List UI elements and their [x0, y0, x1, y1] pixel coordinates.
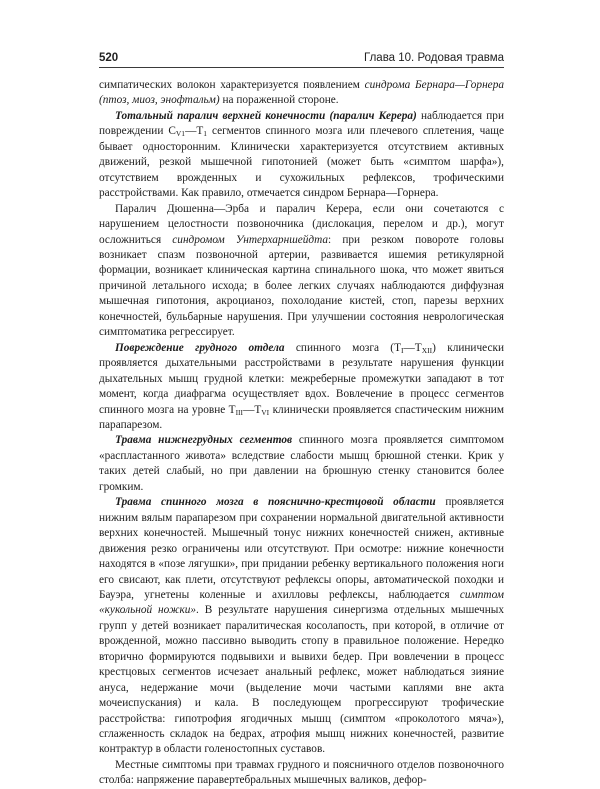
italic-term: синдрома Бернара—Горнера (птоз, миоз, энофтальм) [99, 79, 504, 107]
bold-italic-term: Травма нижнегрудных сегментов [115, 434, 293, 447]
bold-italic-term: Повреждение грудного отдела [115, 341, 285, 354]
paragraph-lower-thoracic [99, 433, 504, 495]
subscript: V1 [175, 129, 186, 139]
text-run: на пораженной стороне. [219, 94, 339, 107]
text-run: клинически проявляется спастическим нижним парапарезом. [99, 403, 504, 431]
chapter-title: Глава 10. Родовая травма [364, 52, 504, 64]
subscript: XII [421, 345, 433, 355]
paragraph-lumbosacral [99, 495, 504, 758]
text-run: Паралич Дюшенна—Эрба и паралич Керера, если они сочетаются с нарушением целостности позвоночника (дислокация, перелом и др.), могут осложниться [99, 202, 504, 246]
text-run: —T [403, 341, 422, 354]
text-run: ) клинически проявляется дыхательными расстройствами в результате нарушения функции дыхательных мышц грудной клетки: межреберные промежутки западают в тот момент, когда диафрагма осуществляет вдох. Вовлечение в процесс сегментов спинного мозга на уровне T [99, 341, 504, 416]
body-text [99, 78, 504, 789]
paragraph-sympathetic-fibers [99, 78, 504, 109]
subscript: I [400, 345, 404, 355]
text-run: —T [243, 403, 262, 416]
italic-term: синдромом Унтерхарншейдта [172, 233, 329, 246]
subscript: 1 [203, 129, 208, 139]
paragraph-duchenne-erb [99, 202, 504, 341]
text-run: : при резком повороте головы возникает спазм позвоночной артерии, развивается ишемия ретикулярной формации, возникает клиническая картина спинального шока, что может явиться причиной летального исхода; в более легких случаях наблюдаются диффузная мышечная гипотония, акроцианоз, похолодание кистей, стоп, парезы верхних конечностей, бульбарные нарушения. При улучшении состояния неврологическая симптоматика регрессирует. [99, 233, 504, 339]
page-number: 520 [99, 52, 119, 64]
subscript: III [235, 407, 244, 417]
text-run: —T [185, 125, 204, 138]
text-run: спинного мозга (T [284, 341, 401, 354]
text-run: . В результате нарушения синергизма отдельных мышечных групп у детей возникает паралитическая косолапость, при которой, в отличие от врожденной, можно пассивно выводить стопу в правильное положение. Нередко вторично формируются подвывихи и вывихи бедер. При вовлечении в процесс крестцовых сегментов исчезает анальный рефлекс, может наблюдаться зияние ануса, недержание мочи (выделение мочи частыми каплями вне акта мочеиспускания) и кала. В последующем прогрессируют трофические расстройства: гипотрофия ягодичных мышц (симптом «проколотого мяча»), сглаженность складок на бедрах, атрофия мышц нижних конечностей, развитие контрактур в области голеностопных суставов. [99, 604, 505, 756]
text-run: симпатических волокон характеризуется появлением [99, 79, 365, 91]
running-header [99, 52, 504, 68]
text-run: сегментов спинного мозга или плечевого сплетения, чаще бывает односторонним. Клинически характеризуется отсутствием активных движений, резкой мышечной гипотонией (может быть «симптом шарфа»), отсутствием врожденных и сухожильных рефлексов, трофическими расстройствами. Как правило, отмечается синдром Бернара—Горнера. [99, 125, 504, 200]
bold-italic-term: Тотальный паралич верхней конечности (паралич Керера) [115, 109, 417, 122]
italic-term: симптом «кукольной ножки» [99, 588, 504, 617]
text-run: Местные симптомы при травмах грудного и поясничного отделов позвоночного столба: напряжение паравертебральных мышечных валиков, дефор- [99, 758, 504, 787]
subscript: VI [261, 407, 270, 417]
text-run: спинного мозга проявляется симптомом «распластанного живота» вследствие слабости мышц брюшной стенки. Крик у таких детей слабый, но при давлении на брюшную стенку становится более громким. [99, 434, 504, 493]
book-page [99, 52, 504, 789]
text-run: наблюдается при повреждении C [99, 109, 504, 138]
bold-italic-term: Травма спинного мозга в пояснично-крестцовой области [115, 496, 436, 509]
text-run: проявляется нижним вялым парапарезом при сохранении нормальной двигательной активности верхних конечностей. Мышечный тонус нижних конечностей снижен, активные движения резко ограничены или отсутствуют. При осмотре: нижние конечности находятся в «позе лягушки», при придании ребенку вертикального положения ноги его свисают, как плети, отсутствуют рефлексы опоры, автоматической походки и Бауэра, угнетены коленные и ахилловы рефлексы, наблюдается [99, 496, 504, 601]
paragraph-thoracic-injury [99, 341, 504, 434]
paragraph-total-paralysis [99, 109, 504, 202]
paragraph-local-symptoms [99, 758, 504, 789]
